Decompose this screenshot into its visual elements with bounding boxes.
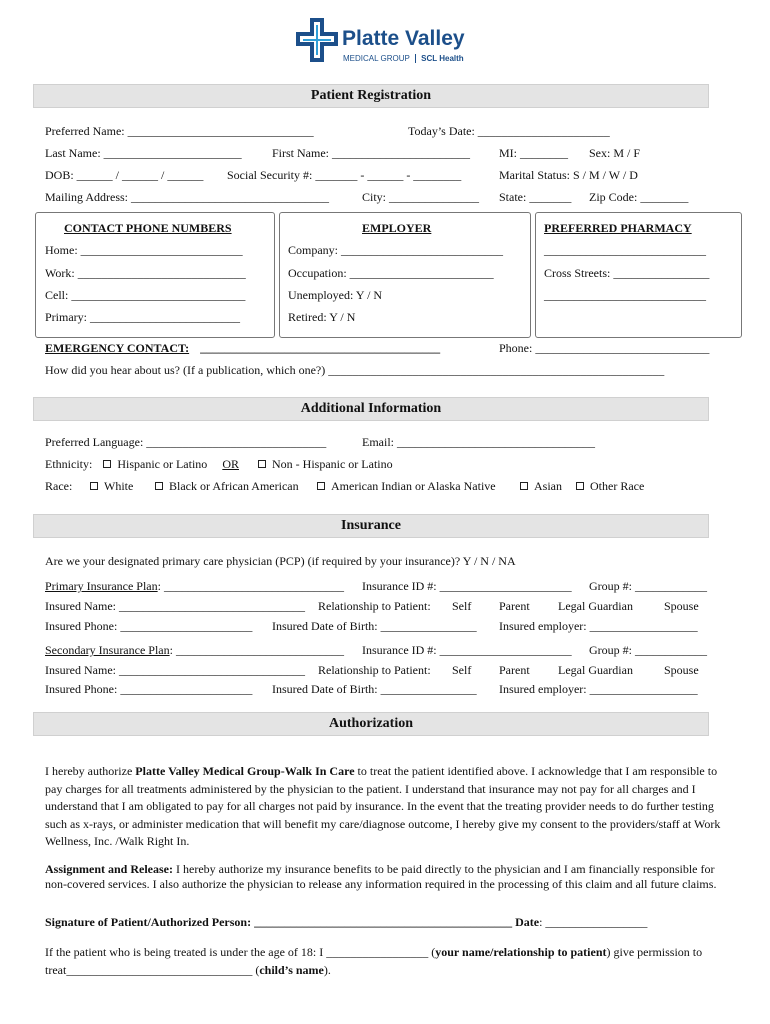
zip-field[interactable]: Zip Code: ________ (589, 190, 689, 204)
todays-date-field[interactable]: Today’s Date: ______________________ (408, 124, 610, 138)
race-label: Race: (45, 479, 73, 493)
ethnicity-row (45, 457, 393, 472)
primary-phone-field[interactable]: Primary: _________________________ (45, 310, 240, 324)
cell-phone-field[interactable]: Cell: _____________________________ (45, 288, 246, 302)
email-field[interactable]: Email: _________________________________ (362, 435, 595, 449)
contact-phone-header: CONTACT PHONE NUMBERS (64, 221, 232, 235)
employer-header: EMPLOYER (362, 221, 432, 235)
non-hispanic-option[interactable]: Non - Hispanic or Latino (258, 457, 393, 471)
checkbox-icon[interactable] (576, 482, 584, 490)
primary-relationship-label: Relationship to Patient: (318, 599, 431, 613)
secondary-plan-label: Secondary Insurance Plan (45, 643, 170, 657)
state-field[interactable]: State: _______ (499, 190, 572, 204)
logo-sub-right: SCL Health (421, 54, 464, 63)
secondary-id-field[interactable]: Insurance ID #: ______________________ (362, 643, 572, 657)
relationship-spouse[interactable]: Spouse (664, 663, 699, 677)
preferred-name-field[interactable]: Preferred Name: _______________________________ (45, 124, 314, 138)
relationship-guardian[interactable]: Legal Guardian (558, 599, 633, 613)
secondary-relationship-label: Relationship to Patient: (318, 663, 431, 677)
emergency-contact-label: EMERGENCY CONTACT: (45, 341, 190, 355)
signature-line[interactable]: ___________________________________________ (251, 915, 516, 929)
primary-insured-employer-field[interactable]: Insured employer: __________________ (499, 619, 698, 633)
pharmacy-extra-field[interactable]: ___________________________ (544, 288, 706, 302)
unemployed-field[interactable]: Unemployed: Y / N (288, 288, 383, 302)
relationship-guardian[interactable]: Legal Guardian (558, 663, 633, 677)
emergency-contact-line[interactable]: ________________________________________ (200, 341, 441, 355)
secondary-insured-dob-field[interactable]: Insured Date of Birth: ________________ (272, 682, 477, 696)
secondary-plan-field[interactable]: Secondary Insurance Plan: ____________________________ (45, 643, 344, 657)
section-title: Insurance (341, 518, 401, 533)
section-bar-registration (33, 84, 709, 108)
assignment-release-label: Assignment and Release: (45, 862, 173, 876)
relationship-parent[interactable]: Parent (499, 663, 530, 677)
cross-logo-icon (295, 17, 339, 63)
checkbox-icon[interactable] (155, 482, 163, 490)
hispanic-option[interactable]: Hispanic or Latino (103, 457, 207, 471)
cross-streets-field[interactable]: Cross Streets: ________________ (544, 266, 710, 280)
marital-status-field[interactable]: Marital Status: S / M / W / D (499, 168, 638, 182)
relationship-self[interactable]: Self (452, 663, 472, 677)
race-option-other[interactable]: Other Race (576, 479, 644, 494)
checkbox-icon[interactable] (520, 482, 528, 490)
pcp-question[interactable]: Are we your designated primary care physician (PCP) (if required by your insurance)? Y / N / NA (45, 554, 516, 568)
secondary-insured-name-field[interactable]: Insured Name: _______________________________ (45, 663, 305, 677)
signature-label: Signature of Patient/Authorized Person: (45, 915, 252, 929)
retired-field[interactable]: Retired: Y / N (288, 310, 356, 324)
occupation-field[interactable]: Occupation: ________________________ (288, 266, 494, 280)
mi-field[interactable]: MI: ________ (499, 146, 568, 160)
clinic-name: Platte Valley Medical Group-Walk In Care (135, 764, 355, 778)
ethnicity-label: Ethnicity: (45, 457, 93, 471)
assignment-release-paragraph: Assignment and Release: I hereby authorize my insurance benefits to be paid directly to the physician and I am financially responsible for non-covered services. I also authorize the physician to release any information required in the processing of this claim and all future claims. (45, 862, 717, 891)
dob-field[interactable]: DOB: ______ / ______ / ______ (45, 168, 204, 182)
logo-subtitle (343, 54, 464, 63)
emergency-phone-field[interactable]: Phone: _____________________________ (499, 341, 710, 355)
logo-name: Platte Valley (342, 27, 465, 50)
pharmacy-name-field[interactable]: ___________________________ (544, 243, 706, 257)
race-option-white[interactable]: White (90, 479, 133, 494)
primary-plan-field[interactable]: Primary Insurance Plan: ______________________________ (45, 579, 344, 593)
city-field[interactable]: City: _______________ (362, 190, 480, 204)
primary-insured-dob-field[interactable]: Insured Date of Birth: ________________ (272, 619, 477, 633)
preferred-language-field[interactable]: Preferred Language: ______________________________ (45, 435, 327, 449)
date-label: Date (515, 915, 540, 929)
sex-field[interactable]: Sex: M / F (589, 146, 641, 160)
first-name-field[interactable]: First Name: _______________________ (272, 146, 470, 160)
relationship-self[interactable]: Self (452, 599, 472, 613)
secondary-insured-employer-field[interactable]: Insured employer: __________________ (499, 682, 698, 696)
section-bar-authorization (33, 712, 709, 736)
home-phone-field[interactable]: Home: ___________________________ (45, 243, 243, 257)
emergency-contact-row[interactable] (45, 341, 440, 356)
checkbox-icon[interactable] (90, 482, 98, 490)
how-heard-field[interactable]: How did you hear about us? (If a publication, which one?) ________________________________________________________ (45, 363, 665, 377)
signature-row[interactable] (45, 915, 647, 930)
secondary-group-field[interactable]: Group #: ____________ (589, 643, 707, 657)
work-phone-field[interactable]: Work: ____________________________ (45, 266, 246, 280)
signature-date-line[interactable]: : _________________ (539, 915, 648, 929)
primary-insured-phone-field[interactable]: Insured Phone: ______________________ (45, 619, 253, 633)
primary-plan-label: Primary Insurance Plan (45, 579, 158, 593)
logo (295, 17, 475, 65)
mailing-address-field[interactable]: Mailing Address: _________________________________ (45, 190, 329, 204)
primary-insured-name-field[interactable]: Insured Name: _______________________________ (45, 599, 305, 613)
race-option-asian[interactable]: Asian (520, 479, 562, 494)
race-option-black[interactable]: Black or African American (155, 479, 299, 494)
race-option-native[interactable]: American Indian or Alaska Native (317, 479, 496, 494)
minor-consent-paragraph[interactable]: If the patient who is being treated is under the age of 18: I _________________ (your name/relationship to patient) give permission to treat_______________________________ (child’s name). (45, 945, 703, 977)
ssn-field[interactable]: Social Security #: _______ - ______ - ________ (227, 168, 462, 182)
logo-divider (415, 54, 416, 63)
section-bar-insurance (33, 514, 709, 538)
primary-id-field[interactable]: Insurance ID #: ______________________ (362, 579, 572, 593)
checkbox-icon[interactable] (258, 460, 266, 468)
section-title: Authorization (329, 716, 413, 731)
checkbox-icon[interactable] (103, 460, 111, 468)
section-title: Additional Information (300, 401, 442, 416)
logo-sub-left: MEDICAL GROUP (343, 54, 410, 63)
relationship-spouse[interactable]: Spouse (664, 599, 699, 613)
secondary-insured-phone-field[interactable]: Insured Phone: ______________________ (45, 682, 253, 696)
section-title: Patient Registration (310, 88, 432, 103)
company-field[interactable]: Company: ___________________________ (288, 243, 503, 257)
section-bar-additional (33, 397, 709, 421)
primary-group-field[interactable]: Group #: ____________ (589, 579, 707, 593)
pharmacy-header: PREFERRED PHARMACY (544, 221, 692, 235)
relationship-parent[interactable]: Parent (499, 599, 530, 613)
ethnicity-or: OR (222, 457, 239, 471)
checkbox-icon[interactable] (317, 482, 325, 490)
authorization-paragraph: I hereby authorize Platte Valley Medical Group-Walk In Care to treat the patient identified above. I acknowledge that I am responsible to pay charges for all treatments administered by the physician to the patient. I understand that insurance may not pay for all charges and I understand that I am obligated to pay for all charges not paid by insurance. In the event that the treating provider needs to do further testing such as x-rays, or administer medication that will benefit my care/diagnose outcome, I hereby give my consent to the providers/staff at Work Wellness, Inc. /Walk Right In. (45, 764, 721, 848)
last-name-field[interactable]: Last Name: _______________________ (45, 146, 242, 160)
